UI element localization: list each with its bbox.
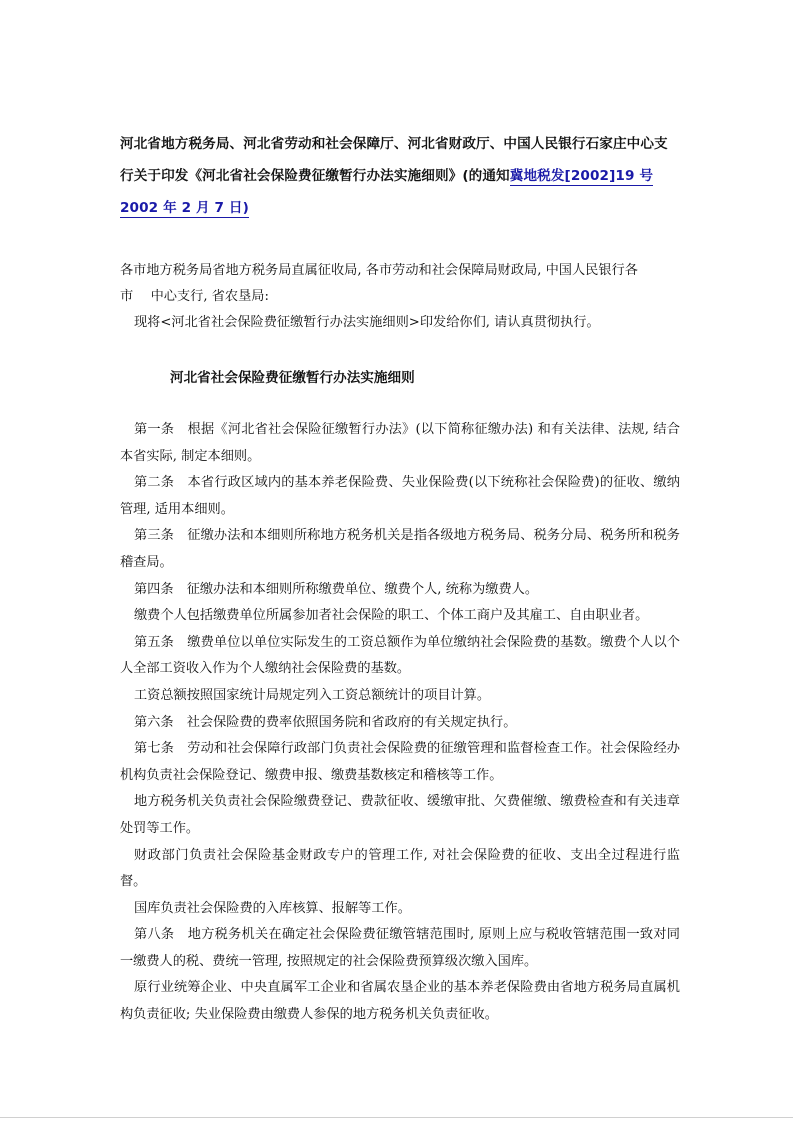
intro-notice: 现将<河北省社会保险费征缴暂行办法实施细则>印发给你们, 请认真贯彻执行。 [134,315,600,330]
rules-subtitle: 河北省社会保险费征缴暂行办法实施细则 [170,370,415,386]
rules-body [120,417,680,1029]
paragraph: 原行业统筹企业、中央直属军工企业和省属农垦企业的基本养老保险费由省地方税务局直属机构负责征收; 失业保险费由缴费人参保的地方税务机关负责征收。 [120,980,680,1023]
paragraph: 第七条 劳动和社会保障行政部门负责社会保险费的征缴管理和监督检查工作。社会保险经办机构负责社会保险登记、缴费申报、缴费基数核定和稽核等工作。 [120,741,680,783]
recipients-block [120,258,680,336]
document-number-link[interactable]: 冀地税发[2002]19 号 2002 年 2 月 7 日) [120,168,654,216]
paragraph: 第一条 根据《河北省社会保险征缴暂行办法》(以下简称征缴办法) 和有关法律、法规, 结合本省实际, 制定本细则。 [120,422,680,464]
title-text: 河北省地方税务局、河北省劳动和社会保障厅、河北省财政厅、中国人民银行石家庄中心支行关于印发《河北省社会保险费征缴暂行办法实施细则》(的通知 [120,136,668,184]
paragraph: 国库负责社会保险费的入库核算、报解等工作。 [134,900,411,916]
paragraph: 第四条 征缴办法和本细则所称缴费单位、缴费个人, 统称为缴费人。 [134,581,539,597]
paragraph: 缴费个人包括缴费单位所属参加者社会保险的职工、个体工商户及其雇工、自由职业者。 [134,608,649,624]
paragraph: 第八条 地方税务机关在确定社会保险费征缴管辖范围时, 原则上应与税收管辖范围一致对同一缴费人的税、费统一管理, 按照规定的社会保险费预算级次缴入国库。 [120,927,680,969]
paragraph: 第三条 征缴办法和本细则所称地方税务机关是指各级地方税务局、税务分局、税务所和税务稽查局。 [120,528,680,570]
paragraph: 工资总额按照国家统计局规定列入工资总额统计的项目计算。 [134,687,491,703]
paragraph: 财政部门负责社会保险基金财政专户的管理工作, 对社会保险费的征收、支出全过程进行监督。 [120,847,680,890]
paragraph: 第五条 缴费单位以单位实际发生的工资总额作为单位缴纳社会保险费的基数。缴费个人以个人全部工资收入作为个人缴纳社会保险费的基数。 [120,634,680,677]
document-title [120,128,680,224]
page-bottom-divider [0,1117,793,1118]
recipients-line-1: 各市地方税务局省地方税务局直属征收局, 各市劳动和社会保障局财政局, 中国人民银行各 [120,263,638,278]
recipients-line-2: 市 中心支行, 省农垦局: [120,289,269,304]
paragraph: 第六条 社会保险费的费率依照国务院和省政府的有关规定执行。 [134,714,517,730]
paragraph: 地方税务机关负责社会保险缴费登记、费款征收、缓缴审批、欠费催缴、缴费检查和有关违章处罚等工作。 [120,794,680,836]
paragraph: 第二条 本省行政区域内的基本养老保险费、失业保险费(以下统称社会保险费)的征收、缴纳管理, 适用本细则。 [120,475,680,517]
